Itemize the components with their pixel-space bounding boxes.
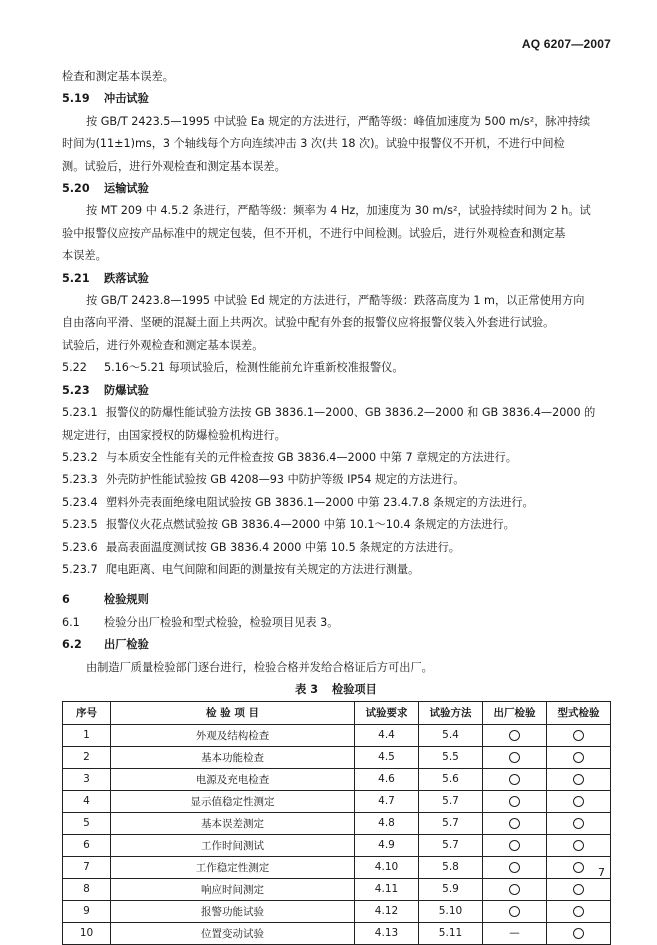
table-cell <box>483 768 547 790</box>
table-cell: 5.5 <box>419 746 483 768</box>
table-row <box>63 922 611 944</box>
table-cell: 6 <box>63 834 111 856</box>
check-circle-icon <box>509 774 520 785</box>
table-cell: 显示值稳定性测定 <box>111 790 355 812</box>
table-row <box>63 878 611 900</box>
table-cell: 4.13 <box>355 922 419 944</box>
table-row <box>63 790 611 812</box>
section-5-23-5-paragraph: 5.23.5 报警仪火花点燃试验按 GB 3836.4—2000 中第 10.1～10.4 条规定的方法进行。 <box>62 518 515 532</box>
table-cell <box>483 878 547 900</box>
section-gap <box>62 581 610 589</box>
table-cell: 响应时间测定 <box>111 878 355 900</box>
paragraph-line: 按 GB/T 2423.5—1995 中试验 Ea 规定的方法进行，严酷等级：峰值加速度为 500 m/s²，脉冲持续 <box>86 114 591 128</box>
table-cell: 工作稳定性测定 <box>111 856 355 878</box>
paragraph-line: 试验后，进行外观检查和测定基本误差。 <box>62 338 264 352</box>
table-row <box>63 856 611 878</box>
check-circle-icon <box>573 730 584 741</box>
table-cell <box>547 724 611 746</box>
table-cell <box>547 812 611 834</box>
table-cell: 5.4 <box>419 724 483 746</box>
column-header: 序号 <box>63 701 111 724</box>
check-circle-icon <box>573 818 584 829</box>
table-cell: 4.4 <box>355 724 419 746</box>
section-5-20-heading: 5.20 运输试验 <box>62 182 149 196</box>
paragraph-line: 按 MT 209 中 4.5.2 条进行，严酷等级：频率为 4 Hz，加速度为 30 m/s²，试验持续时间为 2 h。试 <box>86 204 591 218</box>
paragraph-line: 测。试验后，进行外观检查和测定基本误差。 <box>62 159 286 173</box>
table-row <box>63 812 611 834</box>
check-circle-icon <box>509 862 520 873</box>
table-cell: 位置变动试验 <box>111 922 355 944</box>
table-cell: 基本误差测定 <box>111 812 355 834</box>
table-cell: 10 <box>63 922 111 944</box>
check-circle-icon <box>509 818 520 829</box>
section-6-1-paragraph: 6.1 检验分出厂检验和型式检验，检验项目见表 3。 <box>62 615 339 629</box>
table-cell <box>547 768 611 790</box>
table-cell <box>483 812 547 834</box>
check-circle-icon <box>509 796 520 807</box>
section-5-22-paragraph: 5.22 5.16～5.21 每项试验后，检测性能前允许重新校准报警仪。 <box>62 361 404 375</box>
check-circle-icon <box>573 796 584 807</box>
section-5-23-7-paragraph: 5.23.7 爬电距离、电气间隙和间距的测量按有关规定的方法进行测量。 <box>62 562 420 576</box>
section-5-23-4-paragraph: 5.23.4 塑料外壳表面绝缘电阻试验按 GB 3836.1—2000 中第 23.4.7.8 条规定的方法进行。 <box>62 495 534 509</box>
table-cell: 5.11 <box>419 922 483 944</box>
table-cell: 4.5 <box>355 746 419 768</box>
table-cell: 5.7 <box>419 812 483 834</box>
check-circle-icon <box>573 840 584 851</box>
table-body <box>63 724 611 944</box>
paragraph-line: 本误差。 <box>62 249 107 263</box>
table-cell <box>483 856 547 878</box>
table-cell: — <box>483 922 547 944</box>
section-5-23-heading: 5.23 防爆试验 <box>62 383 149 397</box>
section-6-2-heading: 6.2 出厂检验 <box>62 638 149 652</box>
table-row <box>63 834 611 856</box>
paragraph-line: 规定进行，由国家授权的防爆检验机构进行。 <box>62 428 286 442</box>
table-cell: 3 <box>63 768 111 790</box>
section-5-23-6-paragraph: 5.23.6 最高表面温度测试按 GB 3836.4 2000 中第 10.5 条规定的方法进行。 <box>62 540 460 554</box>
paragraph-line: 自由落向平滑、坚硬的混凝土面上共两次。试验中配有外套的报警仪应将报警仪装入外套进行试验。 <box>62 316 555 330</box>
table-cell: 报警功能试验 <box>111 900 355 922</box>
section-6-heading: 6 检验规则 <box>62 593 149 607</box>
table-cell: 2 <box>63 746 111 768</box>
table-cell: 4.11 <box>355 878 419 900</box>
table-cell: 4 <box>63 790 111 812</box>
section-5-23-3-paragraph: 5.23.3 外壳防护性能试验按 GB 4208—93 中防护等级 IP54 规定的方法进行。 <box>62 473 465 487</box>
table-cell <box>547 790 611 812</box>
column-header: 型式检验 <box>547 701 611 724</box>
table-cell: 5 <box>63 812 111 834</box>
table-cell: 5.10 <box>419 900 483 922</box>
check-circle-icon <box>573 906 584 917</box>
table-cell: 5.7 <box>419 790 483 812</box>
paragraph-line: 由制造厂质量检验部门逐台进行，检验合格并发给合格证后方可出厂。 <box>86 660 433 674</box>
table-cell: 5.7 <box>419 834 483 856</box>
table-cell: 4.7 <box>355 790 419 812</box>
table-cell: 7 <box>63 856 111 878</box>
table-cell <box>547 878 611 900</box>
paragraph-continuation: 检查和测定基本误差。 <box>62 70 174 83</box>
table-cell: 5.6 <box>419 768 483 790</box>
table-cell <box>483 834 547 856</box>
check-circle-icon <box>573 884 584 895</box>
column-header: 试验要求 <box>355 701 419 724</box>
table-cell <box>483 724 547 746</box>
table-row <box>63 724 611 746</box>
section-5-23-2-paragraph: 5.23.2 与本质安全性能有关的元件检查按 GB 3836.4—2000 中第 7 章规定的方法进行。 <box>62 450 517 464</box>
table-cell: 1 <box>63 724 111 746</box>
paragraph-line: 时间为(11±1)ms，3 个轴线每个方向连续冲击 3 次(共 18 次)。试验中报警仪不开机，不进行中间检 <box>62 137 565 151</box>
table-cell: 基本功能检查 <box>111 746 355 768</box>
table-cell <box>547 900 611 922</box>
table-caption: 表 3 检验项目 <box>295 682 377 696</box>
table-row <box>63 746 611 768</box>
table-cell <box>483 790 547 812</box>
check-circle-icon <box>509 906 520 917</box>
table-cell <box>547 834 611 856</box>
table-cell: 5.8 <box>419 856 483 878</box>
check-circle-icon <box>509 884 520 895</box>
table-cell: 9 <box>63 900 111 922</box>
section-5-21-heading: 5.21 跌落试验 <box>62 271 149 285</box>
column-header: 试验方法 <box>419 701 483 724</box>
table-row <box>63 768 611 790</box>
column-header: 检 验 项 目 <box>111 701 355 724</box>
document-id: AQ 6207—2007 <box>521 37 611 51</box>
check-circle-icon <box>573 774 584 785</box>
table-header-row <box>63 701 611 724</box>
table-cell <box>483 900 547 922</box>
page-number: 7 <box>598 866 605 879</box>
table-cell: 电源及充电检查 <box>111 768 355 790</box>
table-cell: 外观及结构检查 <box>111 724 355 746</box>
table-cell: 4.12 <box>355 900 419 922</box>
section-5-19-heading: 5.19 冲击试验 <box>62 92 149 106</box>
table-cell: 4.9 <box>355 834 419 856</box>
section-5-23-1-paragraph: 5.23.1 报警仪的防爆性能试验方法按 GB 3836.1—2000、GB 3836.2—2000 和 GB 3836.4—2000 的 <box>62 406 596 420</box>
table-cell: 工作时间测试 <box>111 834 355 856</box>
table-cell: 4.8 <box>355 812 419 834</box>
inspection-items-table <box>62 701 611 945</box>
table-cell <box>547 746 611 768</box>
check-circle-icon <box>573 752 584 763</box>
table-row <box>63 900 611 922</box>
table-cell: 5.9 <box>419 878 483 900</box>
check-circle-icon <box>509 840 520 851</box>
table-cell <box>483 746 547 768</box>
paragraph-line: 按 GB/T 2423.8—1995 中试验 Ed 规定的方法进行，严酷等级：跌落高度为 1 m，以正常使用方向 <box>86 294 585 308</box>
check-circle-icon <box>573 862 584 873</box>
table-cell: 8 <box>63 878 111 900</box>
table-cell: 4.6 <box>355 768 419 790</box>
column-header: 出厂检验 <box>483 701 547 724</box>
document-body <box>62 66 610 945</box>
check-circle-icon <box>509 752 520 763</box>
table-cell <box>547 922 611 944</box>
table-cell: 4.10 <box>355 856 419 878</box>
paragraph-line: 验中报警仪应按产品标准中的规定包装，但不开机，不进行中间检测。试验后，进行外观检查和测定基 <box>62 226 566 240</box>
check-circle-icon <box>509 730 520 741</box>
